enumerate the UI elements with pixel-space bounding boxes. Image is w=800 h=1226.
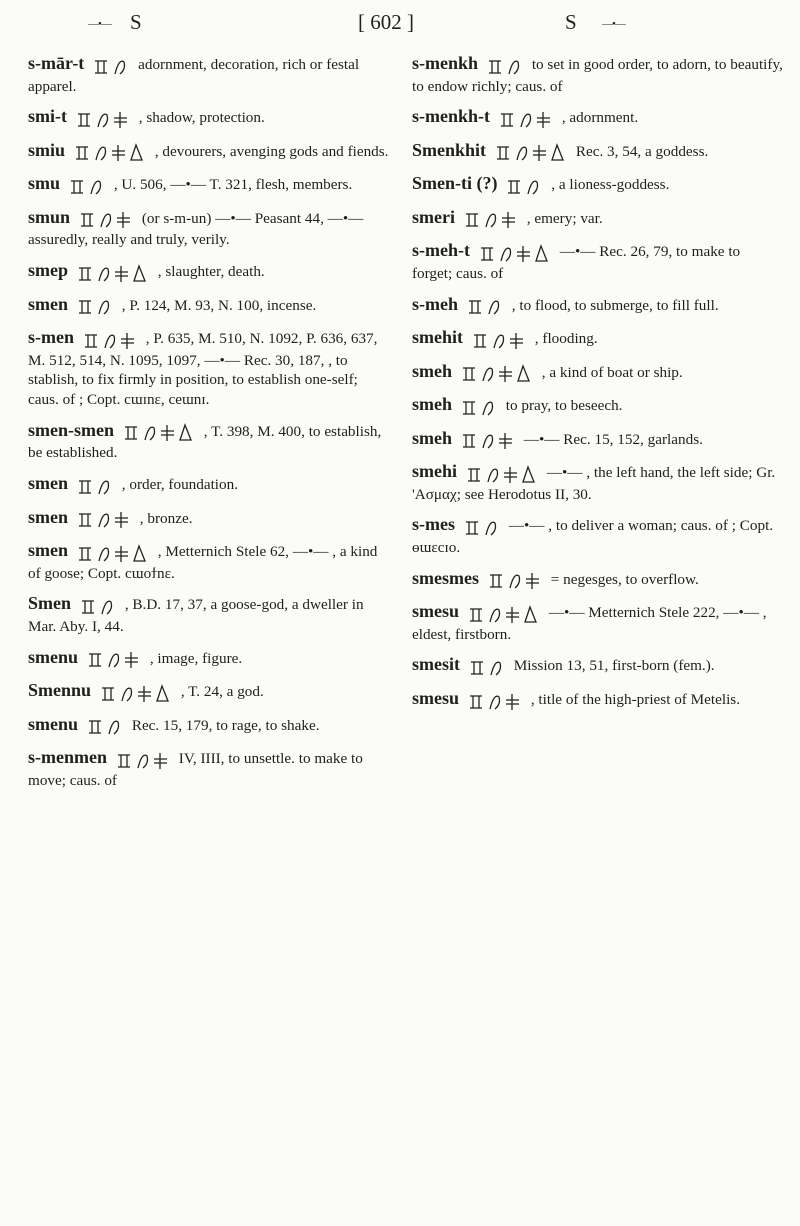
dictionary-entry — [28, 506, 390, 531]
dictionary-entry — [412, 139, 784, 164]
headword: smeh — [412, 394, 452, 415]
definition-text: —•— Metternich Stele 222, —•— , eldest, firstborn. — [412, 604, 767, 643]
hieroglyph-group-icon — [79, 595, 119, 617]
dictionary-entry — [412, 653, 784, 678]
headword: smen — [28, 540, 68, 561]
dictionary-entry — [28, 172, 390, 197]
hieroglyph-group-icon — [75, 108, 133, 130]
dictionary-entry — [28, 52, 390, 96]
header-ornament-right: —•— — [602, 18, 625, 30]
hieroglyph-group-icon — [486, 55, 526, 77]
definition-text: (or s-m-un) —•— Peasant 44, —•— assuredly, really and truly, verily. — [28, 209, 364, 249]
definition-text: , B.D. 17, 37, a goose-god, a dweller in Mar. Aby. I, 44. — [28, 596, 364, 635]
definition-text: , slaughter, death. — [154, 263, 265, 281]
dictionary-entry — [412, 600, 784, 644]
definition-text: , adornment. — [558, 109, 639, 127]
headword: s-men — [28, 327, 74, 348]
headword: smeri — [412, 206, 455, 227]
definition-text: to pray, to beseech. — [502, 397, 623, 415]
dictionary-entry — [412, 52, 784, 96]
definition-text: , bronze. — [136, 509, 193, 527]
hieroglyph-group-icon — [76, 295, 116, 317]
definition-text: IV, IIII, to unsettle. to make to move; caus. of — [28, 750, 363, 789]
hieroglyph-group-icon — [494, 141, 570, 163]
definition-text: , to flood, to submerge, to fill full. — [508, 296, 719, 314]
definition-text: , emery; var. — [522, 209, 603, 227]
page-number: [ 602 ] — [358, 10, 414, 34]
definition-text: , P. 124, M. 93, N. 100, incense. — [118, 296, 317, 314]
hieroglyph-group-icon — [76, 262, 152, 284]
headword: s-meh-t — [412, 240, 470, 261]
hieroglyph-group-icon — [505, 175, 545, 197]
headword: smenu — [28, 646, 79, 667]
hieroglyph-group-icon — [76, 542, 152, 564]
headword: smi-t — [28, 106, 67, 127]
right-column — [412, 52, 784, 721]
dictionary-entry — [28, 293, 390, 318]
headword: s-menkh-t — [412, 106, 491, 127]
hieroglyph-group-icon — [460, 362, 536, 384]
headword: smen-smen — [28, 419, 114, 440]
hieroglyph-group-icon — [460, 396, 500, 418]
hieroglyph-group-icon — [99, 682, 175, 704]
hieroglyph-group-icon — [68, 175, 108, 197]
dictionary-entry — [28, 105, 390, 130]
definition-text: , P. 635, M. 510, N. 1092, P. 636, 637, M. 512, 514, N. 1095, 1097, —•— Rec. 30, 187, , to stablish, to fix firmly in position, to establish one-self; caus. of ; Copt. cɯɪnɛ, ceɯnɪ. — [28, 330, 378, 409]
header-letter-right: S — [565, 10, 577, 34]
headword: Smen — [28, 593, 72, 614]
dictionary-entry — [28, 746, 390, 790]
headword: smun — [28, 206, 71, 227]
definition-text: , order, foundation. — [118, 476, 239, 494]
definition-text: , shadow, protection. — [135, 109, 265, 127]
headword: s-meh — [412, 293, 458, 314]
headword: smeh — [412, 427, 452, 448]
definition-text: Mission 13, 51, first-born (fem.). — [510, 657, 715, 675]
hieroglyph-group-icon — [471, 329, 529, 351]
headword: smen — [28, 293, 68, 314]
left-column — [28, 52, 390, 800]
definition-text: , a lioness-goddess. — [547, 176, 670, 194]
dictionary-entry — [28, 259, 390, 284]
headword: smesu — [412, 601, 460, 622]
dictionary-entry — [412, 513, 784, 557]
headword: smep — [28, 260, 68, 281]
dictionary-entry — [412, 360, 784, 385]
headword: Smenkhit — [412, 139, 487, 160]
definition-text: , Metternich Stele 62, —•— , a kind of goose; Copt. cɯoϯnɛ. — [28, 543, 378, 582]
headword: smiu — [28, 139, 66, 160]
headword: smen — [28, 473, 68, 494]
hieroglyph-group-icon — [465, 463, 541, 485]
page-header — [0, 10, 800, 40]
definition-text: to set in good order, to adorn, to beautify, to endow richly; caus. of — [412, 56, 783, 95]
dictionary-entry — [412, 460, 784, 504]
dictionary-entry — [28, 419, 390, 463]
headword: s-menkh — [412, 53, 479, 73]
hieroglyph-group-icon — [467, 690, 525, 712]
hieroglyph-group-icon — [478, 242, 554, 264]
dictionary-entry — [412, 326, 784, 351]
dictionary-entry — [412, 239, 784, 283]
definition-text: adornment, decoration, rich or festal apparel. — [28, 56, 360, 95]
dictionary-entry — [28, 472, 390, 497]
dictionary-entry — [28, 592, 390, 636]
definition-text: , a kind of boat or ship. — [538, 363, 683, 381]
definition-text: Rec. 3, 54, a goddess. — [572, 142, 709, 160]
dictionary-entry — [28, 713, 390, 738]
definition-text: —•— Rec. 15, 152, garlands. — [520, 430, 703, 448]
hieroglyph-group-icon — [86, 715, 126, 737]
definition-text: , flooding. — [531, 330, 598, 348]
headword: smesit — [412, 654, 460, 675]
header-ornament-left: —•— — [88, 18, 111, 30]
definition-text: , T. 398, M. 400, to establish, be established. — [28, 422, 382, 462]
headword: smesu — [412, 688, 460, 708]
hieroglyph-group-icon — [463, 208, 521, 230]
headword: s-mār-t — [28, 53, 85, 73]
definition-text: —•— Rec. 26, 79, to make to forget; caus. of — [412, 243, 741, 282]
hieroglyph-group-icon — [498, 108, 556, 130]
hieroglyph-group-icon — [82, 329, 140, 351]
headword: s-mes — [412, 514, 455, 535]
definition-text: Rec. 15, 179, to rage, to shake. — [128, 716, 320, 734]
definition-text: , U. 506, —•— T. 321, flesh, members. — [110, 176, 353, 194]
hieroglyph-group-icon — [115, 749, 173, 771]
dictionary-entry — [412, 105, 784, 130]
hieroglyph-group-icon — [78, 208, 136, 230]
hieroglyph-group-icon — [487, 569, 545, 591]
hieroglyph-group-icon — [466, 295, 506, 317]
hieroglyph-group-icon — [92, 55, 132, 77]
hieroglyph-group-icon — [76, 475, 116, 497]
hieroglyph-group-icon — [73, 141, 149, 163]
headword: Smen-ti (?) — [412, 173, 498, 194]
hieroglyph-group-icon — [122, 421, 198, 443]
hieroglyph-group-icon — [463, 516, 503, 538]
headword: s-menmen — [28, 747, 107, 768]
hieroglyph-group-icon — [460, 429, 518, 451]
definition-text: , T. 24, a god. — [177, 683, 264, 701]
headword: Smennu — [28, 680, 92, 701]
headword: smeh — [412, 360, 452, 381]
definition-text: —•— , the left hand, the left side; Gr. 'Aσμαχ; see Herodotus II, 30. — [412, 464, 776, 503]
hieroglyph-group-icon — [86, 648, 144, 670]
definition-text: , devourers, avenging gods and fiends. — [151, 142, 389, 160]
headword: smesmes — [412, 567, 479, 588]
dictionary-entry — [412, 687, 784, 712]
headword: smehi — [412, 461, 457, 482]
dictionary-entry — [412, 206, 784, 231]
dictionary-entry — [412, 567, 784, 592]
definition-text: = negesges, to overflow. — [546, 570, 699, 588]
hieroglyph-group-icon — [76, 508, 134, 530]
dictionary-entry — [412, 293, 784, 318]
dictionary-entry — [28, 646, 390, 671]
headword: smu — [28, 173, 61, 194]
dictionary-entry — [28, 139, 390, 164]
dictionary-entry — [412, 427, 784, 452]
headword: smen — [28, 506, 68, 527]
dictionary-entry — [412, 393, 784, 418]
dictionary-entry — [28, 326, 390, 410]
dictionary-entry — [412, 172, 784, 197]
header-letter-left: S — [130, 10, 142, 34]
dictionary-entry — [28, 679, 390, 704]
definition-text: , title of the high-priest of Metelis. — [527, 691, 741, 708]
dictionary-entry — [28, 539, 390, 583]
definition-text: , image, figure. — [146, 649, 243, 667]
hieroglyph-group-icon — [467, 603, 543, 625]
dictionary-entry — [28, 206, 390, 250]
headword: smenu — [28, 713, 79, 734]
hieroglyph-group-icon — [468, 656, 508, 678]
headword: smehit — [412, 327, 463, 348]
definition-text: —•— , to deliver a woman; caus. of ; Copt. ɵɯɛcɪo. — [412, 517, 774, 556]
